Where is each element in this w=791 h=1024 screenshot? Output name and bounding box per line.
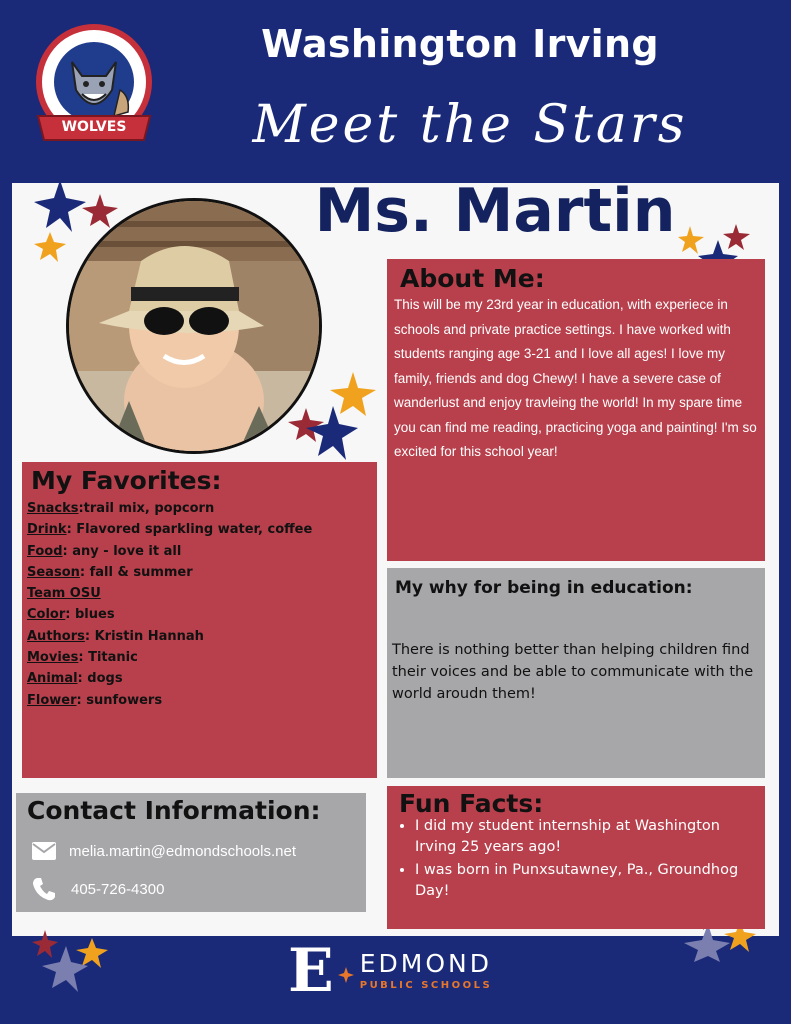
favorite-key: Color [27, 607, 66, 623]
contact-section [16, 793, 366, 912]
contact-email[interactable]: melia.martin@edmondschools.net [69, 842, 296, 860]
logo-banner-text: WOLVES [61, 119, 127, 135]
school-name: Washington Irving [261, 22, 659, 66]
phone-icon [31, 876, 57, 902]
favorite-item [27, 647, 312, 668]
edmond-sub: PUBLIC SCHOOLS [359, 980, 493, 991]
favorite-key: Flower [27, 692, 77, 708]
contact-phone[interactable]: 405-726-4300 [71, 880, 165, 898]
edmond-e-mark: E [288, 936, 334, 1006]
why-education-heading: My why for being in education: [395, 578, 693, 598]
favorite-value: : sunfowers [76, 692, 163, 708]
favorites-list [27, 498, 312, 711]
about-me-text: This will be my 23rd year in education, with experiece in schools and private practice settings. I have worked with students ranging age 3-21 and I love all ages! I love my family, friends and dog Chewy! I have a severe case of wanderlust and enjoy travleing the world! In my spare time you can find me reading, practicing yoga and painting! I'm so excited for this school year! [394, 297, 757, 459]
favorite-key: Season [27, 564, 80, 580]
fun-facts-section [387, 786, 765, 929]
fun-fact-item: • I did my student internship at Washington Irving 25 years ago! [415, 816, 755, 858]
star-cluster-top-left [30, 180, 125, 270]
favorite-key: Team OSU [27, 586, 101, 602]
favorite-item [27, 626, 312, 647]
teacher-name: Ms. Martin [314, 176, 676, 246]
favorite-item [27, 541, 312, 562]
fun-facts-heading: Fun Facts: [399, 789, 544, 818]
star-cluster-bottom-left [30, 928, 115, 993]
edmond-logo [288, 936, 493, 1006]
favorite-value: :trail mix, popcorn [78, 501, 215, 516]
about-me-heading: About Me: [400, 264, 545, 293]
favorite-value: : any - love it all [62, 543, 182, 559]
favorite-item [27, 519, 312, 540]
favorite-key: Food [27, 543, 63, 559]
favorite-key: Animal [27, 671, 78, 687]
why-education-text: There is nothing better than helping children find their voices and be able to communicate with the world aroudn them! [392, 642, 754, 702]
favorite-key: Drink [27, 522, 67, 538]
school-logo [32, 20, 156, 154]
fun-facts-list [399, 816, 755, 904]
favorite-item [27, 668, 312, 689]
mail-icon [31, 841, 57, 861]
edmond-name: EDMOND [359, 949, 492, 978]
star-cluster-middle [288, 370, 378, 465]
favorite-key: Snacks [27, 501, 79, 516]
favorite-value: : dogs [77, 671, 123, 687]
favorite-item [27, 498, 312, 519]
favorite-value: : Titanic [78, 650, 138, 666]
contact-phone-row [31, 876, 164, 902]
favorite-value: : Flavored sparkling water, coffee [66, 522, 313, 538]
favorite-value: : fall & summer [79, 564, 193, 580]
favorites-heading: My Favorites: [31, 466, 222, 495]
favorite-value: : Kristin Hannah [84, 628, 204, 644]
favorite-key: Authors [27, 628, 85, 644]
fun-fact-item: • I was born in Punxsutawney, Pa., Groundhog Day! [415, 860, 755, 902]
favorite-item [27, 690, 312, 711]
contact-heading: Contact Information: [27, 796, 321, 825]
favorites-section [22, 462, 377, 778]
star-icon [338, 967, 354, 983]
favorite-key: Movies [27, 650, 79, 666]
favorite-item [27, 604, 312, 625]
favorite-item [27, 583, 312, 604]
about-me-section [387, 259, 765, 561]
page-subtitle: Meet the Stars [252, 95, 688, 155]
favorite-value: : blues [65, 607, 115, 623]
contact-email-row [31, 841, 296, 861]
why-education-section [387, 568, 765, 778]
favorite-item [27, 562, 312, 583]
